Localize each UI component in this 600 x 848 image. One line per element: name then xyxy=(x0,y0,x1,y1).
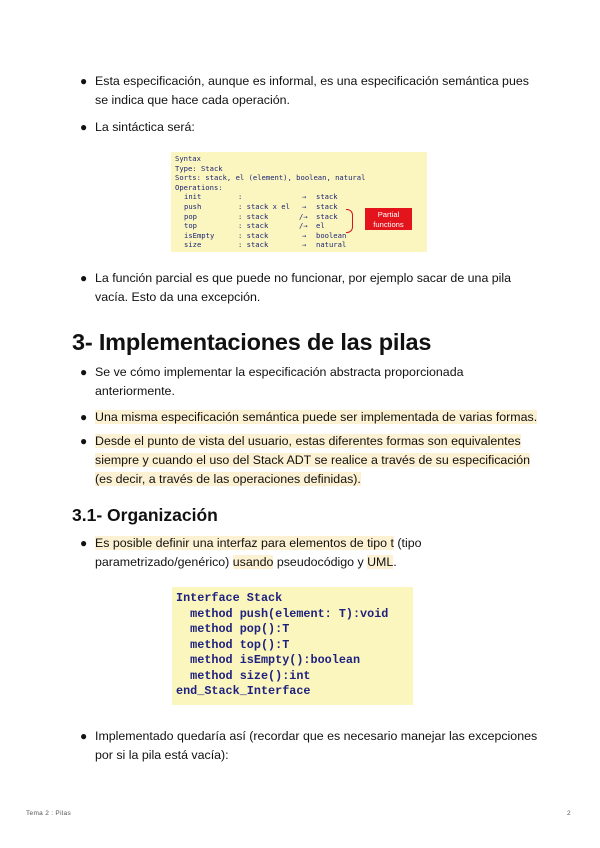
op-partial-arrow: /→ xyxy=(299,221,308,231)
op-name: push xyxy=(184,202,202,211)
op-arrow: → xyxy=(302,230,307,240)
op-args: : stack x el xyxy=(238,202,290,211)
partial-brace xyxy=(346,209,353,233)
bullet-misma-especificacion xyxy=(80,408,540,427)
syntax-line: Operations: xyxy=(175,182,223,192)
bullet-text: (tipo parametrizado/genérico) xyxy=(95,536,422,569)
op-name: isEmpty xyxy=(184,230,215,240)
section-3-heading: 3- Implementaciones de las pilas xyxy=(72,329,432,355)
bullet-spec-informal xyxy=(80,72,540,110)
bullet-dot: ● xyxy=(80,729,88,743)
op-name: init xyxy=(184,192,202,202)
code-line: end_Stack_Interface xyxy=(176,684,311,698)
syntax-figure xyxy=(171,152,427,252)
code-line: Interface Stack xyxy=(176,591,283,605)
op-result: stack xyxy=(316,192,338,202)
bullet-text-highlighted: Es posible definir una interfaz para elementos de tipo t xyxy=(95,536,394,550)
code-line: method size():int xyxy=(176,668,311,683)
bullet-text-highlighted: Desde el punto de vista del usuario, estas diferentes formas son equivalentes siempre y cuando el uso del Stack ADT se realice a través de su especificación (es decir, a través de las operaciones definidas). xyxy=(95,434,531,486)
syntax-line: Type: Stack xyxy=(175,163,223,173)
footer-title: Tema 2 : Pilas xyxy=(26,810,72,817)
bullet-text: Esta especificación, aunque es informal, es una especificación semántica pues se indica que hace cada operación. xyxy=(95,74,529,107)
bullet-dot: ● xyxy=(80,365,88,379)
bullet-implementar xyxy=(80,363,540,401)
bullet-dot: ● xyxy=(80,410,88,424)
page-number: 2 xyxy=(567,810,571,817)
bullet-text: Implementado quedaría así (recordar que es necesario manejar las excepciones por si la pila está vacía): xyxy=(95,729,538,762)
syntax-line: Sorts: stack, el (element), boolean, natural xyxy=(175,173,366,183)
op-arrow: → xyxy=(302,192,307,202)
bullet-dot: ● xyxy=(80,536,88,550)
bullet-dot: ● xyxy=(80,271,88,285)
code-line: method top():T xyxy=(176,637,290,652)
op-args: : xyxy=(238,192,243,202)
op-result: el xyxy=(316,221,325,231)
bullet-text: La función parcial es que puede no funcionar, por ejemplo sacar de una pila vacía. Esto da una excepción. xyxy=(95,271,512,304)
op-result: boolean xyxy=(316,230,347,240)
syntax-line: Syntax xyxy=(175,154,201,163)
bullet-text-highlighted: usando xyxy=(232,555,274,569)
op-name: top xyxy=(184,221,197,231)
op-name: size xyxy=(184,240,202,250)
op-args: : stack xyxy=(238,211,269,221)
op-arrow: → xyxy=(302,202,307,211)
bullet-punto-de-vista xyxy=(80,432,540,489)
bullet-text: Se ve cómo implementar la especificación abstracta proporcionada anteriormente. xyxy=(95,365,464,398)
partial-functions-label: Partial functions xyxy=(365,208,412,230)
op-result: natural xyxy=(316,240,347,250)
bullet-funcion-parcial xyxy=(80,269,540,307)
bullet-dot: ● xyxy=(80,74,88,88)
bullet-text: La sintáctica será: xyxy=(95,120,195,134)
bullet-text: . xyxy=(393,555,397,569)
op-partial-arrow: /→ xyxy=(299,211,308,221)
bullet-dot: ● xyxy=(80,434,88,448)
op-args: : stack xyxy=(238,221,269,231)
bullet-interfaz xyxy=(80,534,540,572)
bullet-dot: ● xyxy=(80,120,88,134)
op-result: stack xyxy=(316,211,338,221)
code-line: method push(element: T):void xyxy=(176,606,389,621)
bullet-implementado xyxy=(80,727,540,765)
bullet-sintactica xyxy=(80,118,540,137)
bullet-text-highlighted: UML xyxy=(367,555,394,569)
op-arrow: → xyxy=(302,240,307,250)
bullet-text-highlighted: Una misma especificación semántica puede ser implementada de varias formas. xyxy=(95,410,538,424)
interface-code-figure xyxy=(172,587,413,705)
op-result: stack xyxy=(316,202,338,211)
code-line: method isEmpty():boolean xyxy=(176,653,361,667)
op-args: : stack xyxy=(238,240,269,250)
bullet-text: pseudocódigo y xyxy=(273,555,368,569)
op-args: : stack xyxy=(238,230,269,240)
op-name: pop xyxy=(184,211,197,221)
section-3-1-heading: 3.1- Organización xyxy=(72,505,218,525)
code-line: method pop():T xyxy=(176,622,290,636)
